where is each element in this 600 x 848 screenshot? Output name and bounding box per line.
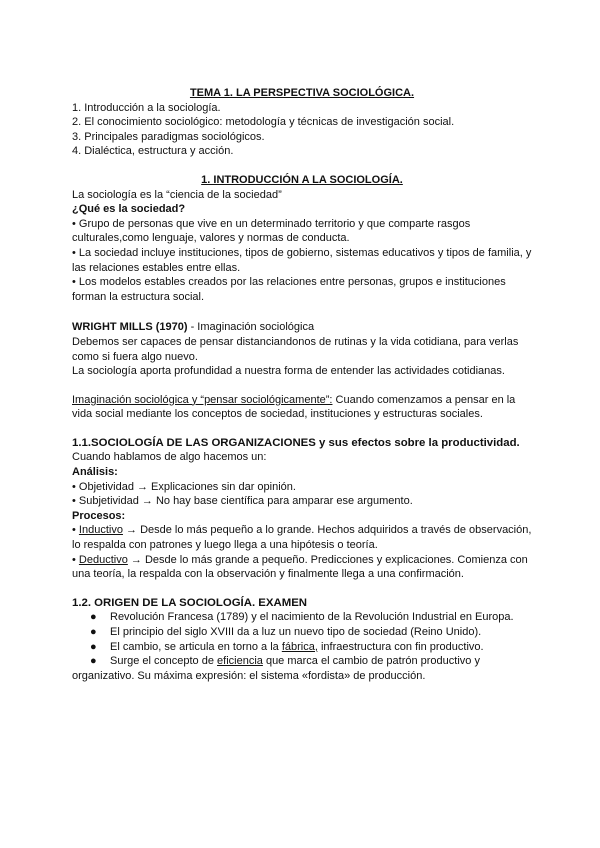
deductivo-text: → Desde lo más grande a pequeño. Predicciones y explicaciones. Comienza con una teoría, la respalda con la observación y finalmente llega a una confirmación. [72, 553, 528, 581]
bullet-icon: ● [90, 655, 97, 668]
deductivo-label: Deductivo [78, 553, 128, 566]
list-item [72, 640, 532, 655]
section-1-2-list [72, 610, 532, 683]
imaginacion-paragraph [72, 393, 532, 422]
list-item-text: que marca el cambio de patrón productivo y [262, 655, 480, 668]
bullet-icon: ● [90, 611, 97, 624]
inductivo-item [72, 523, 532, 552]
list-item [72, 654, 532, 669]
section-1-bullet: • Grupo de personas que vive en un determinado territorio y que comparte rasgos culturales,como lenguaje, valores y normas de conducta. [72, 217, 471, 245]
imaginacion-label: Imaginación sociológica y “pensar sociológicamente”: [72, 393, 333, 406]
section-1-intro: La sociología es la “ciencia de la sociedad” [72, 188, 282, 201]
list-item-text: El cambio, se articula en torno a la [110, 640, 282, 653]
list-item-text: Revolución Francesa (1789) y el nacimiento de la Revolución Industrial en Europa. [110, 611, 514, 624]
list-item [72, 625, 532, 640]
section-1-question: ¿Qué es la sociedad? [72, 203, 186, 216]
eficiencia-term: eficiencia [217, 655, 263, 668]
analisis-item: • Objetividad → Explicaciones sin dar opinión. [72, 480, 296, 493]
toc-item: 4. Dialéctica, estructura y acción. [72, 145, 234, 158]
analisis-label: Análisis: [72, 466, 118, 479]
wright-mills-paragraph: La sociología aporta profundidad a nuestra forma de entender las actividades cotidianas. [72, 365, 505, 378]
list-item-text: Surge el concepto de [110, 655, 218, 668]
bullet-prefix: • [72, 524, 79, 537]
list-item-text: El principio del siglo XVIII da a luz un nuevo tipo de sociedad (Reino Unido). [110, 626, 482, 638]
list-item-text: organizativo. Su máxima expresión: el sistema «fordista» de producción. [72, 669, 426, 682]
wright-mills-subtitle: - Imaginación sociológica [187, 321, 315, 334]
bullet-icon: ● [90, 640, 97, 653]
bullet-prefix: • [72, 553, 79, 566]
inductivo-label: Inductivo [78, 524, 123, 537]
toc-item: 2. El conocimiento sociológico: metodología y técnicas de investigación social. [72, 116, 455, 129]
list-item [72, 610, 532, 625]
wright-mills-heading [72, 320, 532, 335]
deductivo-item [72, 553, 532, 582]
toc-item: 3. Principales paradigmas sociológicos. [72, 130, 265, 143]
list-item-continuation [72, 669, 532, 684]
toc-item: 1. Introducción a la sociología. [72, 101, 221, 114]
section-1-bullet: • La sociedad incluye instituciones, tipos de gobierno, sistemas educativos y tipos de familia, y las relaciones estables entre ellas. [72, 246, 532, 274]
wright-mills-paragraph: Debemos ser capaces de pensar distanciandonos de rutinas y la vida cotidiana, para verlas como si fuera algo nuevo. [72, 335, 519, 363]
section-1-1-intro: Cuando hablamos de algo hacemos un: [72, 451, 267, 464]
table-of-contents [72, 101, 532, 159]
imaginacion-text: Cuando comenzamos a pensar en la vida social mediante los conceptos de sociedad, instituciones y estructuras sociales. [72, 393, 516, 421]
analisis-item: • Subjetividad → No hay base científica para amparar ese argumento. [72, 495, 413, 508]
section-1-2-title: 1.2. ORIGEN DE LA SOCIOLOGÍA. EXAMEN [72, 596, 308, 609]
document-title: TEMA 1. LA PERSPECTIVA SOCIOLÓGICA. [189, 87, 415, 99]
inductivo-text: → Desde lo más pequeño a lo grande. Hechos adquiridos a través de observación, lo respalda con patrones y luego llega a una hipótesis o teoría. [72, 524, 532, 552]
wright-mills-name: WRIGHT MILLS (1970) [72, 321, 188, 334]
procesos-label: Procesos: [72, 509, 126, 522]
bullet-icon: ● [90, 626, 97, 638]
list-item-text: infraestructura con fin productivo. [317, 640, 484, 653]
section-1-bullet: • Los modelos estables creados por las relaciones entre personas, grupos e instituciones forman la estructura social. [72, 276, 506, 303]
fabrica-term: fábrica, [281, 640, 318, 653]
section-1-1-title: 1.1.SOCIOLOGÍA DE LAS ORGANIZACIONES y sus efectos sobre la productividad. [72, 436, 520, 449]
document-page [72, 86, 532, 683]
section-1-title: 1. INTRODUCCIÓN A LA SOCIOLOGÍA. [201, 173, 403, 186]
